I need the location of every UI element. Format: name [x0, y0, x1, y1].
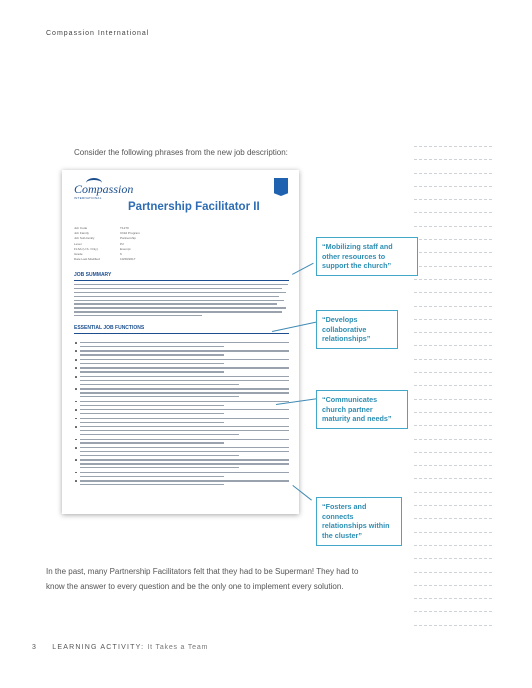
job-metadata [74, 226, 184, 262]
note-line [414, 558, 492, 559]
text-line [80, 342, 289, 343]
meta-row: Job Code T1270 [74, 226, 129, 230]
job-functions-list [74, 342, 289, 489]
text-line [80, 484, 224, 485]
function-bullet [74, 447, 289, 456]
note-line [414, 239, 492, 240]
text-line [80, 354, 224, 355]
text-line [80, 455, 239, 456]
function-bullet [74, 418, 289, 423]
job-summary-heading: JOB SUMMARY [74, 272, 112, 278]
note-line [414, 252, 492, 253]
section-rule [74, 333, 289, 334]
text-line [80, 376, 289, 377]
callout-fosters-relationships: “Fosters and connects relationships within the cluster” [316, 497, 402, 546]
text-line [80, 371, 224, 372]
text-line [80, 384, 239, 385]
note-line [414, 585, 492, 586]
text-line [80, 480, 289, 481]
text-line [80, 401, 289, 402]
text-line [80, 405, 224, 406]
text-line [80, 392, 289, 393]
text-line [80, 430, 289, 431]
text-line [80, 447, 289, 448]
text-line [80, 442, 224, 443]
text-line [80, 476, 224, 477]
notes-lines [414, 146, 492, 638]
summary-paragraph [74, 284, 288, 319]
text-line [74, 296, 279, 297]
function-bullet [74, 359, 289, 364]
meta-row: Level P2 [74, 241, 124, 246]
note-line [414, 186, 492, 187]
function-bullet [74, 459, 289, 468]
callout-collaborative-relationships: “Develops collaborative relationships” [316, 310, 398, 349]
job-description-thumbnail [62, 170, 299, 514]
compassion-logo: Compassion INTERNATIONAL [74, 182, 126, 200]
job-functions-heading: ESSENTIAL JOB FUNCTIONS [74, 325, 145, 331]
note-line [414, 572, 492, 573]
intro-text: Consider the following phrases from the new job description: [74, 148, 288, 157]
text-line [80, 451, 289, 452]
note-line [414, 532, 492, 533]
note-line [414, 359, 492, 360]
text-line [74, 307, 286, 308]
note-line [414, 212, 492, 213]
function-bullet [74, 439, 289, 444]
text-line [80, 422, 224, 423]
meta-row: Job Family Child Program [74, 231, 140, 236]
text-line [80, 359, 289, 360]
page-number: 3 [32, 644, 38, 651]
text-line [74, 300, 284, 301]
note-line [414, 292, 492, 293]
text-line [80, 467, 239, 468]
function-bullet [74, 367, 289, 372]
bookmark-tag-icon [274, 178, 288, 196]
text-line [74, 311, 282, 312]
text-line [80, 380, 289, 381]
text-line [74, 288, 282, 289]
note-line [414, 412, 492, 413]
note-line [414, 266, 492, 267]
note-line [414, 611, 492, 612]
function-bullet [74, 342, 289, 347]
function-bullet [74, 472, 289, 477]
meta-row: Grade 6 [74, 251, 122, 256]
text-line [80, 426, 289, 427]
text-line [80, 439, 289, 440]
note-line [414, 492, 492, 493]
function-bullet [74, 409, 289, 414]
text-line [74, 315, 202, 316]
text-line [74, 284, 288, 285]
note-line [414, 173, 492, 174]
note-line [414, 505, 492, 506]
note-line [414, 478, 492, 479]
note-line [414, 598, 492, 599]
meta-row: Job Sub-family Partnership [74, 236, 136, 241]
note-line [414, 399, 492, 400]
note-line [414, 465, 492, 466]
text-line [80, 463, 289, 464]
note-line [414, 332, 492, 333]
page-footer [32, 644, 208, 651]
note-line [414, 518, 492, 519]
text-line [80, 434, 239, 435]
function-bullet [74, 376, 289, 385]
note-line [414, 199, 492, 200]
function-bullet [74, 480, 289, 485]
document-title: Partnership Facilitator II [128, 201, 260, 213]
logo-arc-icon [86, 178, 102, 188]
callout-communicates-maturity: “Communicates church partner maturity and needs” [316, 390, 408, 429]
text-line [80, 413, 224, 414]
note-line [414, 625, 492, 626]
note-line [414, 452, 492, 453]
page-header: Compassion International [46, 30, 150, 37]
text-line [80, 388, 289, 389]
note-line [414, 425, 492, 426]
body-paragraph: In the past, many Partnership Facilitators felt that they had to be Superman! They had to know the answer to every question and be the only one to implement every solution. [46, 567, 359, 591]
callout-mobilizing-staff: “Mobilizing staff and other resources to support the church” [316, 237, 418, 276]
note-line [414, 279, 492, 280]
note-line [414, 385, 492, 386]
meta-row: FLSA (U.S. Only) Exempt [74, 246, 131, 251]
footer-label: LEARNING ACTIVITY: [52, 644, 145, 651]
text-line [74, 292, 286, 293]
text-line [80, 459, 289, 460]
function-bullet [74, 350, 289, 355]
function-bullet [74, 388, 289, 397]
text-line [80, 346, 224, 347]
note-line [414, 146, 492, 147]
function-bullet [74, 426, 289, 435]
note-line [414, 439, 492, 440]
note-line [414, 372, 492, 373]
text-line [74, 303, 277, 304]
meta-row: Date Last Modified 10/30/2017 [74, 257, 136, 262]
function-bullet [74, 401, 289, 406]
footer-subtitle: It Takes a Team [147, 644, 209, 651]
text-line [80, 472, 289, 473]
note-line [414, 345, 492, 346]
text-line [80, 409, 289, 410]
text-line [80, 363, 224, 364]
note-line [414, 306, 492, 307]
text-line [80, 396, 239, 397]
note-line [414, 159, 492, 160]
note-line [414, 226, 492, 227]
section-rule [74, 280, 289, 281]
note-line [414, 319, 492, 320]
note-line [414, 545, 492, 546]
text-line [80, 367, 289, 368]
text-line [80, 350, 289, 351]
text-line [80, 418, 289, 419]
